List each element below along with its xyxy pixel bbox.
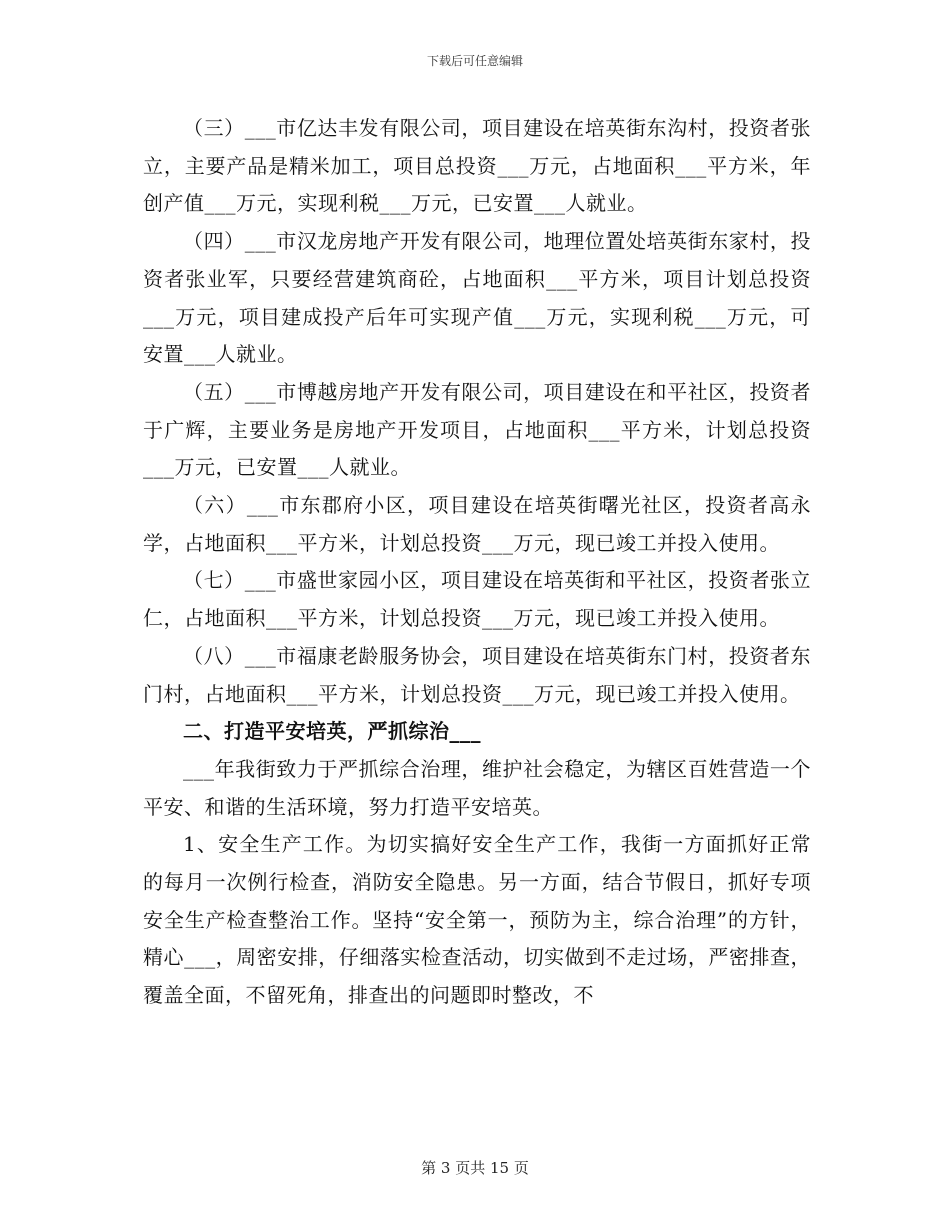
- paragraph-item-6: （六）___市东郡府小区，项目建设在培英街曙光社区，投资者高永学，占地面积___平方米，计划总投资___万元，现已竣工并投入使用。: [143, 493, 811, 555]
- page-header-note: 下载后可任意编辑: [426, 54, 523, 68]
- paragraph-item-8: （八）___市福康老龄服务协会，项目建设在培英街东门村，投资者东门村，占地面积___平方米，计划总投资___万元，现已竣工并投入使用。: [143, 643, 811, 706]
- paragraph-intro: ___年我街致力于严抓综合治理，维护社会稳定，为辖区百姓营造一个平安、和谐的生活环境，努力打造平安培英。: [143, 756, 811, 819]
- paragraph-item-5: （五）___市博越房地产开发有限公司，项目建设在和平社区，投资者于广辉，主要业务是房地产开发项目，占地面积___平方米，计划总投资___万元，已安置___人就业。: [143, 379, 811, 480]
- section-heading: 二、打造平安培英，严抓综治___: [183, 719, 481, 744]
- page-number: 第 3 页共 15 页: [421, 1159, 529, 1177]
- paragraph-safety: 1、安全生产工作。为切实搞好安全生产工作，我街一方面抓好正常的每月一次例行检查，消防安全隐患。另一方面，结合节假日，抓好专项安全生产检查整治工作。坚持“安全第一，预防为主，综合治理”的方针，精心___，周密安排，仔细落实检查活动，切实做到不走过场，严密排查，覆盖全面，不留死角，排查出的问题即时整改，不: [143, 832, 811, 1008]
- paragraph-item-7: （七）___市盛世家园小区，项目建设在培英街和平社区，投资者张立仁，占地面积___平方米，计划总投资___万元，现已竣工并投入使用。: [143, 568, 811, 631]
- paragraph-item-4: （四）___市汉龙房地产开发有限公司，地理位置处培英街东家村，投资者张业军，只要经营建筑商砼，占地面积___平方米，项目计划总投资___万元，项目建成投产后年可实现产值___万元，实现利税___万元，可安置___人就业。: [143, 229, 811, 367]
- paragraph-item-3: （三）___市亿达丰发有限公司，项目建设在培英街东沟村，投资者张立，主要产品是精米加工，项目总投资___万元，占地面积___平方米，年创产值___万元，实现利税___万元，已安置___人就业。: [143, 116, 811, 216]
- document-body: [143, 110, 811, 1015]
